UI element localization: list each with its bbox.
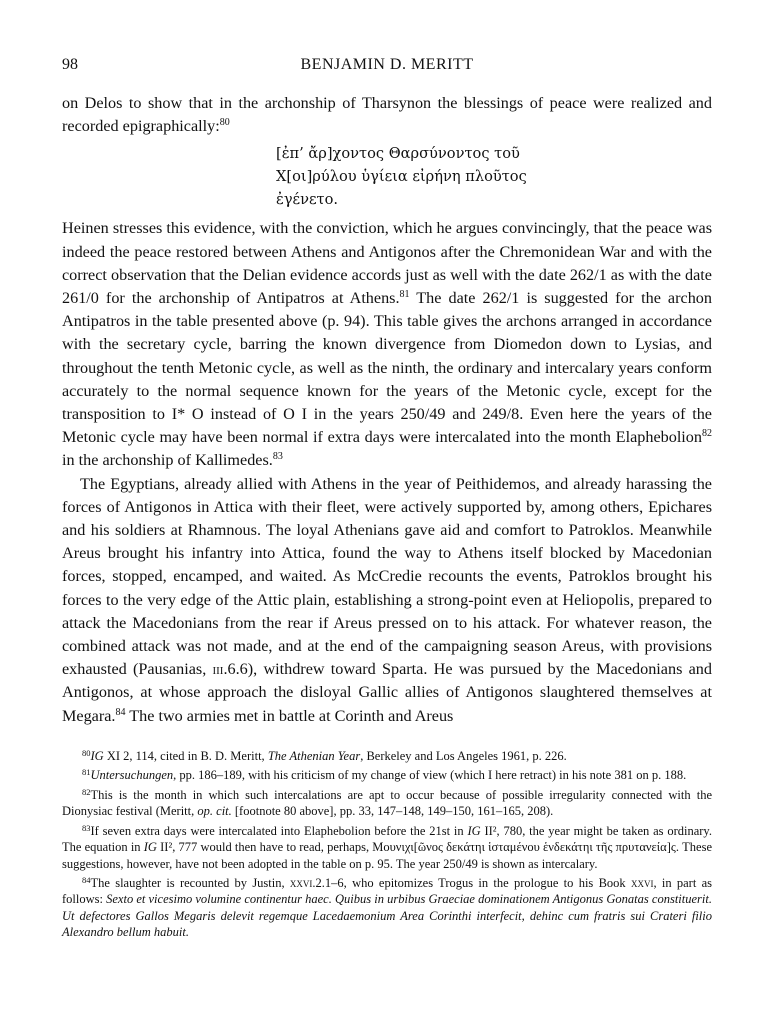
footnote-text: IG [90, 748, 104, 763]
paragraph-text: ), withdrew toward Sparta. He was pursued by the Macedonians and Antigonos, at whose approach the disloyal Gallic allies of Antigonos slaughtered themselves at Megara. [62, 660, 712, 725]
paragraph-egyptians [62, 473, 712, 728]
citation: xxvi [630, 876, 654, 891]
footnote-text: . These suggestions, however, have not been adopted in the table on p. 95. The year 250/49 is shown as intercalary. [62, 840, 712, 871]
paragraph-heinen [62, 217, 712, 472]
greek-inscription [276, 142, 712, 211]
running-head [62, 56, 712, 78]
page-number: 98 [62, 56, 78, 73]
inscription-line-2: Χ[οι]ρύλου ὑγίεια εἰρήνη πλοῦτος [276, 168, 527, 186]
footnote-text: [footnote 80 above], pp. 33, 147–148, 149–150, 161–165, 208). [231, 804, 554, 819]
footnote-ref-81[interactable]: 81 [399, 289, 410, 301]
paragraph-text: in the archonship of Kallimedes. [62, 451, 273, 470]
inscription-line-1: [ἐπ’ ἄρ]χοντος Θαρσύνοντος τοῦ [276, 145, 520, 163]
citation: xxvi.2.1–6 [289, 876, 344, 891]
page [62, 56, 712, 944]
footnote-81 [62, 767, 712, 783]
footnote-text: IG [143, 840, 157, 855]
footnote-text: op. cit. [197, 804, 232, 819]
footnote-title: Untersuchungen [90, 768, 174, 783]
footnote-text: , Berkeley and Los Angeles 1961, p. 226. [360, 748, 567, 763]
footnote-82 [62, 787, 712, 820]
footnote-text: The slaughter is recounted by Justin, [90, 876, 290, 891]
footnotes [62, 748, 712, 940]
footnote-number: 80 [82, 747, 91, 758]
footnote-text: II², 780, the year might be taken as ordinary. The equation in [62, 823, 712, 855]
paragraph-text: The Egyptians, already allied with Athens in the year of Peithidemos, and already harassing the forces of Antigonos in Attica with their fleet, were actively supported by, among others, Epichares and his soldiers at Rhamnous. The loyal Athenians gave aid and comfort to Patroklos. Meanwhile Areus brought his infantry into Attica, found the way to Athens itself blocked by Macedonian forces, stopped, encamped, and waited. As McCredie recounts the events, Patroklos brought his forces to the very edge of the Attic plain, establishing a strong-point even at Heliopolis, prepared to attack the Macedonians from the rear if Areus pressed on to his attack. For whatever reason, the combined attack was not made, and at the end of the campaigning season Areus, with provisions exhausted (Pausanias, [62, 474, 712, 679]
body-text [62, 92, 712, 728]
footnote-greek: Μουνιχι[ῶνος δεκάτηι ἱσταμένου ἑνδεκάτηι τῆς πρυτανεία]ς [372, 840, 676, 855]
footnote-text: XI 2, 114, cited in B. D. Meritt, [103, 748, 268, 763]
footnote-number: 82 [82, 787, 91, 798]
footnote-ref-83[interactable]: 83 [272, 451, 283, 463]
footnote-title: The Athenian Year [267, 748, 361, 763]
footnote-text: If seven extra days were intercalated into Elaphebolion before the 21st in [90, 823, 468, 838]
paragraph-text: The date 262/1 is suggested for the archon Antipatros in the table presented above (p. 94). This table gives the archons arranged in accordance with the secretary cycle, barring the known divergence from Diomedon down to Lysias, and throughout the tenth Metonic cycle, as well as the ninth, the ordinary and intercalary years conform accurately to the normal sequence known for the years of the Metonic cycle, except for the transposition to I* O instead of O I in the years 250/49 and 249/8. Even here the years of the Metonic cycle may have been normal if extra days were intercalated into the month Elaphebolion [62, 289, 712, 447]
footnote-text: , in part as follows: [62, 876, 713, 907]
footnote-80 [62, 748, 712, 764]
footnote-text: , pp. 186–189, with his criticism of my change of view (which I here retract) in his note 381 on p. 188. [173, 768, 687, 783]
paragraph-text: The two armies met in battle at Corinth and Areus [125, 706, 454, 725]
footnote-latin-quote: Sexto et vicesimo volumine continentur haec. Quibus in urbibus Graeciae dominationem Antigonus Gonatas constituerit. Ut defectores Gallos Megaris delevit regemque Lacedaemonium Area Corinthi interfecit, dehinc cum fratris sui Crateri filio Alexandro bellum habuit. [62, 892, 712, 940]
paragraph-text: Heinen stresses this evidence, with the conviction, which he argues convincingly, that the peace was indeed the peace restored between Athens and Antigonos after the Chremonidean War and with the correct observation that the Delian evidence accords just as well with the date 262/1 as with the date 261/0 for the archonship of Antipatros at Athens. [62, 219, 712, 308]
footnote-83 [62, 823, 712, 872]
inscription-line-3: ἐγένετο. [276, 191, 339, 209]
intro-text: on Delos to show that in the archonship of Tharsynon the blessings of peace were realized and recorded epigraphically: [62, 94, 712, 136]
footnote-text: II², 777 would then have to read, perhaps, [156, 840, 373, 855]
intro-paragraph [62, 92, 712, 138]
citation: iii.6.6 [212, 660, 248, 679]
footnote-text: IG [467, 823, 481, 838]
footnote-text: , who epitomizes Trogus in the prologue to his Book [343, 876, 631, 891]
footnote-ref-82[interactable]: 82 [702, 428, 712, 440]
footnote-ref-80[interactable]: 80 [219, 117, 230, 129]
footnote-number: 84 [82, 875, 91, 886]
footnote-84 [62, 875, 712, 940]
footnote-number: 83 [82, 822, 91, 833]
footnote-ref-84[interactable]: 84 [115, 706, 126, 718]
running-head-author: BENJAMIN D. MERITT [300, 56, 474, 73]
footnote-number: 81 [82, 767, 91, 778]
footnote-text: This is the month in which such intercalations are apt to occur because of possible irregularity connected with the Dionysiac festival (Meritt, [62, 788, 712, 819]
